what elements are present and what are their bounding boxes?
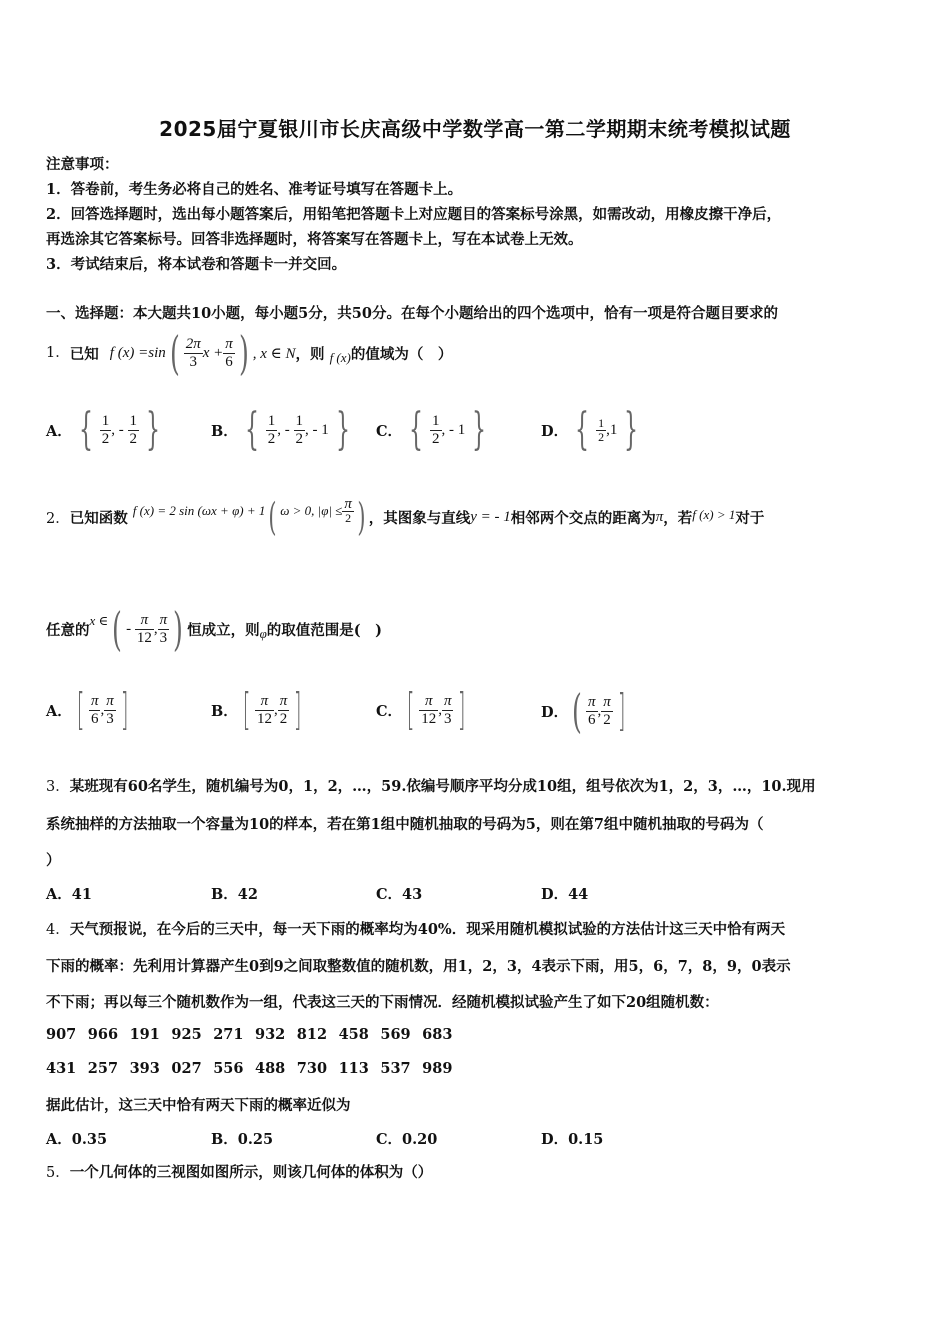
- q4-number: 4．: [46, 922, 70, 938]
- q3-option-d[interactable]: D．44: [541, 886, 589, 903]
- notice-heading: 注意事项：: [46, 156, 119, 173]
- q2-pre: 已知函数: [69, 509, 128, 527]
- random-number: 191: [129, 1026, 160, 1043]
- random-number: 271: [213, 1026, 244, 1043]
- q4-option-d[interactable]: D．0.15: [541, 1131, 604, 1148]
- page-title: 2025届宁夏银川市长庆高级中学数学高一第二学期期末统考模拟试题: [159, 117, 791, 141]
- question-5: [46, 1161, 432, 1182]
- q1-domain: , x ∈ N: [252, 345, 296, 362]
- notice-item-1: 1．答卷前，考生务必将自己的姓名、准考证号填写在答题卡上。: [46, 181, 463, 198]
- right-paren-icon: ): [173, 602, 184, 656]
- random-number-row-2: [46, 1060, 464, 1077]
- random-number: 683: [422, 1026, 453, 1043]
- q1-fx: f (x) =sin: [109, 344, 166, 361]
- random-number: 730: [296, 1060, 328, 1077]
- random-number: 431: [46, 1060, 77, 1077]
- q2-ineq: f (x) > 1: [692, 507, 736, 522]
- random-number: 812: [296, 1026, 328, 1043]
- random-number: 556: [213, 1060, 244, 1077]
- q2-line: y = - 1: [470, 508, 511, 525]
- q2-pi: π: [655, 508, 664, 525]
- q2-func: f (x) = 2 sin (ωx + φ) + 1: [132, 503, 266, 518]
- q2-line2-mid: 恒成立，则: [187, 621, 260, 639]
- q4-line-4: 据此估计，这三天中恰有两天下雨的概率近似为: [46, 1097, 351, 1114]
- q4-line-3: 不下雨；再以每三个随机数作为一组，代表这三天的下雨情况．经随机模拟试验产生了如下20组随机数：: [46, 994, 719, 1011]
- right-paren-icon: ): [238, 326, 249, 380]
- q3-line-2: 系统抽样的方法抽取一个容量为10的样本，若在第1组中随机抽取的号码为5，则在第7组中随机抽取的号码为（: [46, 816, 764, 833]
- random-number: 458: [338, 1026, 369, 1043]
- question-2-line-2: 任意的x ∈( - $\frac{\pi}{12}$ , $\frac{\pi}{3}$ ) 恒成立，则φ的取值范围是( ): [46, 602, 383, 656]
- q3-option-a[interactable]: A．41: [46, 886, 92, 903]
- q2-option-d[interactable]: D．( $\frac{\pi}{6}$ , $\frac{\pi}{2}$ ]: [541, 684, 626, 738]
- left-paren-icon: (: [169, 326, 180, 380]
- q1-mid: ，则: [295, 345, 325, 363]
- q1-frac2: $\frac{\pi}{6}$: [225, 335, 233, 370]
- q1-x-plus: x +: [202, 344, 224, 361]
- q2-option-a[interactable]: A． [ $\frac{\pi}{6}$ , $\frac{\pi}{3}$ ]: [46, 684, 129, 735]
- q1-option-b[interactable]: B． { $\frac{1}{2}$ , - $\frac{1}{2}$ , - 1 }: [211, 404, 350, 455]
- question-2: [46, 494, 764, 540]
- q1-option-d[interactable]: D． { $\frac{1}{2}$ ,1 }: [541, 404, 639, 455]
- random-number: 932: [254, 1026, 286, 1043]
- q1-fx2: f (x): [329, 350, 351, 365]
- q3-number: 3．: [46, 779, 70, 795]
- left-paren-icon: (: [268, 495, 277, 539]
- q2-mid1: ，其图象与直线: [368, 509, 471, 527]
- q4-option-c[interactable]: C．0.20: [376, 1131, 438, 1148]
- q4-option-b[interactable]: B．0.25: [211, 1131, 274, 1148]
- q4-option-a[interactable]: A．0.35: [46, 1131, 108, 1148]
- left-paren-icon: (: [112, 602, 123, 656]
- q4-line-2: 下雨的概率：先利用计算器产生0到9之间取整数值的随机数，用1，2，3，4表示下雨，用5，6，7，8，9，0表示: [46, 958, 791, 975]
- q5-text: 一个几何体的三视图如图所示，则该几何体的体积为（）: [69, 1164, 433, 1181]
- notice-item-2a: 2．回答选择题时，选出每小题答案后，用铅笔把答题卡上对应题目的答案标号涂黑，如需改动，用橡皮擦干净后，: [46, 206, 782, 223]
- q4-line-1: 天气预报说，在今后的三天中，每一天下雨的概率均为40%．现采用随机模拟试验的方法估计这三天中恰有两天: [69, 921, 786, 938]
- random-number: 393: [129, 1060, 160, 1077]
- notice-item-2b: 再选涂其它答案标号。回答非选择题时，将答案写在答题卡上，写在本试卷上无效。: [46, 231, 583, 248]
- q1-frac1: $\frac{2\pi}{3}$: [185, 335, 201, 370]
- q3-line-1: 某班现有60名学生，随机编号为0，1，2，…，59.依编号顺序平均分成10组，组号依次为1，2，3，…，10.现用: [69, 778, 816, 795]
- q2-mid2: 相邻两个交点的距离为: [510, 509, 656, 527]
- notice-item-3: 3．考试结束后，将本试卷和答题卡一并交回。: [46, 256, 347, 273]
- question-3: [46, 775, 816, 796]
- q1-option-c[interactable]: C． { $\frac{1}{2}$ , - 1 }: [376, 404, 487, 455]
- random-number: 257: [87, 1060, 119, 1077]
- random-number: 488: [254, 1060, 286, 1077]
- q5-number: 5．: [46, 1165, 70, 1181]
- q2-number: 2．: [46, 510, 70, 527]
- question-1: [46, 326, 453, 380]
- q2-xin: x ∈: [89, 613, 109, 628]
- q1-number: 1．: [46, 345, 70, 361]
- random-number: 966: [87, 1026, 119, 1043]
- q3-line-3: ）: [46, 852, 61, 869]
- q2-option-c[interactable]: C． [ $\frac{\pi}{12}$ , $\frac{\pi}{3}$ ]: [376, 684, 466, 735]
- q1-pre: 已知: [69, 345, 99, 363]
- random-number: 027: [171, 1060, 202, 1077]
- random-number-row-1: [46, 1026, 464, 1043]
- random-number: 907: [46, 1026, 77, 1043]
- q3-option-c[interactable]: C．43: [376, 886, 423, 903]
- q2-option-b[interactable]: B． [ $\frac{\pi}{12}$ , $\frac{\pi}{2}$ ]: [211, 684, 302, 735]
- section-heading: 一、选择题：本大题共10小题，每小题5分，共50分。在每个小题给出的四个选项中，恰有一项是符合题目要求的: [46, 305, 778, 322]
- right-paren-icon: ): [357, 495, 366, 539]
- q2-cond-frac: $\frac{\pi}{2}$: [344, 495, 352, 525]
- random-number: 569: [380, 1026, 411, 1043]
- random-number: 113: [338, 1060, 369, 1077]
- q2-phi: φ: [259, 626, 267, 641]
- q1-post: 的值域为（ ）: [350, 345, 453, 363]
- q2-post: 对于: [735, 509, 765, 527]
- random-number: 989: [422, 1060, 453, 1077]
- q2-mid3: ，若: [663, 509, 693, 527]
- q2-line2-pre: 任意的: [46, 621, 90, 639]
- question-4: [46, 918, 785, 939]
- q2-line2-post: 的取值范围是( ): [266, 621, 383, 639]
- random-number: 537: [380, 1060, 411, 1077]
- q1-option-a[interactable]: A． { $\frac{1}{2}$ , - $\frac{1}{2}$ }: [46, 404, 161, 455]
- q3-option-b[interactable]: B．42: [211, 886, 258, 903]
- q2-cond: ω > 0, |φ| ≤: [280, 503, 343, 518]
- random-number: 925: [171, 1026, 202, 1043]
